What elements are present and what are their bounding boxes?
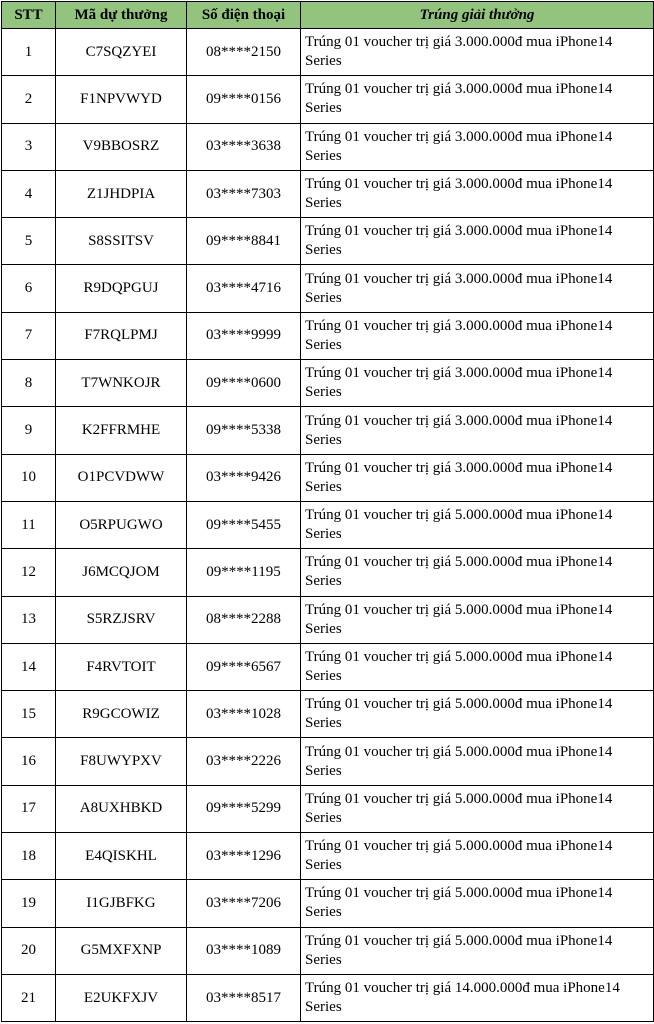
row-code: I1GJBFKG <box>56 880 187 927</box>
row-phone: 03****1089 <box>187 927 301 974</box>
row-phone: 03****1296 <box>187 833 301 880</box>
row-stt: 6 <box>2 265 56 312</box>
row-phone: 09****5338 <box>187 407 301 454</box>
row-prize: Trúng 01 voucher trị giá 3.000.000đ mua iPhone14 Series <box>301 218 654 265</box>
row-code: Z1JHDPIA <box>56 170 187 217</box>
row-phone: 09****1195 <box>187 549 301 596</box>
row-code: F4RVTOIT <box>56 643 187 690</box>
table-row <box>2 501 654 548</box>
row-phone: 09****0600 <box>187 360 301 407</box>
table-row <box>2 691 654 738</box>
row-code: E4QISKHL <box>56 833 187 880</box>
row-stt: 8 <box>2 360 56 407</box>
row-code: F1NPVWYD <box>56 76 187 123</box>
row-prize: Trúng 01 voucher trị giá 3.000.000đ mua iPhone14 Series <box>301 265 654 312</box>
row-code: K2FFRMHE <box>56 407 187 454</box>
table-row <box>2 974 654 1021</box>
row-stt: 21 <box>2 974 56 1021</box>
row-prize: Trúng 01 voucher trị giá 5.000.000đ mua iPhone14 Series <box>301 880 654 927</box>
table-row <box>2 596 654 643</box>
row-phone: 03****3638 <box>187 123 301 170</box>
table-row <box>2 29 654 76</box>
table-row <box>2 643 654 690</box>
row-phone: 03****8517 <box>187 974 301 1021</box>
row-stt: 20 <box>2 927 56 974</box>
table-row <box>2 549 654 596</box>
table-row <box>2 785 654 832</box>
table-row <box>2 170 654 217</box>
table-row <box>2 218 654 265</box>
row-phone: 09****5455 <box>187 501 301 548</box>
row-phone: 09****5299 <box>187 785 301 832</box>
row-prize: Trúng 01 voucher trị giá 5.000.000đ mua iPhone14 Series <box>301 785 654 832</box>
row-phone: 03****4716 <box>187 265 301 312</box>
row-stt: 17 <box>2 785 56 832</box>
row-phone: 03****1028 <box>187 691 301 738</box>
header-prize: Trúng giải thưởng <box>301 2 654 29</box>
row-code: O5RPUGWO <box>56 501 187 548</box>
row-prize: Trúng 01 voucher trị giá 5.000.000đ mua iPhone14 Series <box>301 549 654 596</box>
table-row <box>2 76 654 123</box>
table-row <box>2 454 654 501</box>
row-stt: 16 <box>2 738 56 785</box>
row-prize: Trúng 01 voucher trị giá 3.000.000đ mua iPhone14 Series <box>301 312 654 359</box>
row-phone: 08****2150 <box>187 29 301 76</box>
table-row <box>2 880 654 927</box>
row-prize: Trúng 01 voucher trị giá 3.000.000đ mua iPhone14 Series <box>301 123 654 170</box>
row-phone: 03****9426 <box>187 454 301 501</box>
table-row <box>2 265 654 312</box>
row-stt: 13 <box>2 596 56 643</box>
row-phone: 03****2226 <box>187 738 301 785</box>
row-code: J6MCQJOM <box>56 549 187 596</box>
row-code: S5RZJSRV <box>56 596 187 643</box>
row-stt: 9 <box>2 407 56 454</box>
row-code: V9BBOSRZ <box>56 123 187 170</box>
header-stt: STT <box>2 2 56 29</box>
row-prize: Trúng 01 voucher trị giá 3.000.000đ mua iPhone14 Series <box>301 454 654 501</box>
table-body <box>2 29 654 1022</box>
table-row <box>2 927 654 974</box>
row-stt: 5 <box>2 218 56 265</box>
row-prize: Trúng 01 voucher trị giá 3.000.000đ mua iPhone14 Series <box>301 360 654 407</box>
row-code: F7RQLPMJ <box>56 312 187 359</box>
row-prize: Trúng 01 voucher trị giá 5.000.000đ mua iPhone14 Series <box>301 833 654 880</box>
table-row <box>2 833 654 880</box>
row-prize: Trúng 01 voucher trị giá 3.000.000đ mua iPhone14 Series <box>301 76 654 123</box>
row-stt: 1 <box>2 29 56 76</box>
row-code: F8UWYPXV <box>56 738 187 785</box>
row-code: G5MXFXNP <box>56 927 187 974</box>
row-phone: 08****2288 <box>187 596 301 643</box>
row-code: S8SSITSV <box>56 218 187 265</box>
row-stt: 15 <box>2 691 56 738</box>
row-prize: Trúng 01 voucher trị giá 3.000.000đ mua iPhone14 Series <box>301 170 654 217</box>
row-prize: Trúng 01 voucher trị giá 5.000.000đ mua iPhone14 Series <box>301 691 654 738</box>
row-code: C7SQZYEI <box>56 29 187 76</box>
row-stt: 2 <box>2 76 56 123</box>
row-phone: 09****8841 <box>187 218 301 265</box>
row-prize: Trúng 01 voucher trị giá 3.000.000đ mua iPhone14 Series <box>301 29 654 76</box>
row-code: O1PCVDWW <box>56 454 187 501</box>
row-prize: Trúng 01 voucher trị giá 14.000.000đ mua iPhone14 Series <box>301 974 654 1021</box>
row-code: R9DQPGUJ <box>56 265 187 312</box>
row-stt: 18 <box>2 833 56 880</box>
row-stt: 4 <box>2 170 56 217</box>
winners-table <box>1 1 654 1022</box>
header-code: Mã dự thưởng <box>56 2 187 29</box>
row-stt: 19 <box>2 880 56 927</box>
row-stt: 14 <box>2 643 56 690</box>
header-phone: Số điện thoại <box>187 2 301 29</box>
row-stt: 7 <box>2 312 56 359</box>
row-prize: Trúng 01 voucher trị giá 5.000.000đ mua iPhone14 Series <box>301 927 654 974</box>
table-row <box>2 407 654 454</box>
row-stt: 3 <box>2 123 56 170</box>
row-prize: Trúng 01 voucher trị giá 5.000.000đ mua iPhone14 Series <box>301 501 654 548</box>
row-prize: Trúng 01 voucher trị giá 5.000.000đ mua iPhone14 Series <box>301 738 654 785</box>
table-row <box>2 312 654 359</box>
header-row <box>2 2 654 29</box>
row-phone: 09****0156 <box>187 76 301 123</box>
row-code: A8UXHBKD <box>56 785 187 832</box>
row-phone: 03****7206 <box>187 880 301 927</box>
table-header <box>2 2 654 29</box>
row-prize: Trúng 01 voucher trị giá 5.000.000đ mua iPhone14 Series <box>301 596 654 643</box>
row-stt: 12 <box>2 549 56 596</box>
row-prize: Trúng 01 voucher trị giá 5.000.000đ mua iPhone14 Series <box>301 643 654 690</box>
row-stt: 10 <box>2 454 56 501</box>
table-row <box>2 738 654 785</box>
row-phone: 03****7303 <box>187 170 301 217</box>
row-code: R9GCOWIZ <box>56 691 187 738</box>
row-stt: 11 <box>2 501 56 548</box>
row-prize: Trúng 01 voucher trị giá 3.000.000đ mua iPhone14 Series <box>301 407 654 454</box>
row-phone: 09****6567 <box>187 643 301 690</box>
row-code: E2UKFXJV <box>56 974 187 1021</box>
table-row <box>2 360 654 407</box>
row-code: T7WNKOJR <box>56 360 187 407</box>
table-row <box>2 123 654 170</box>
row-phone: 03****9999 <box>187 312 301 359</box>
